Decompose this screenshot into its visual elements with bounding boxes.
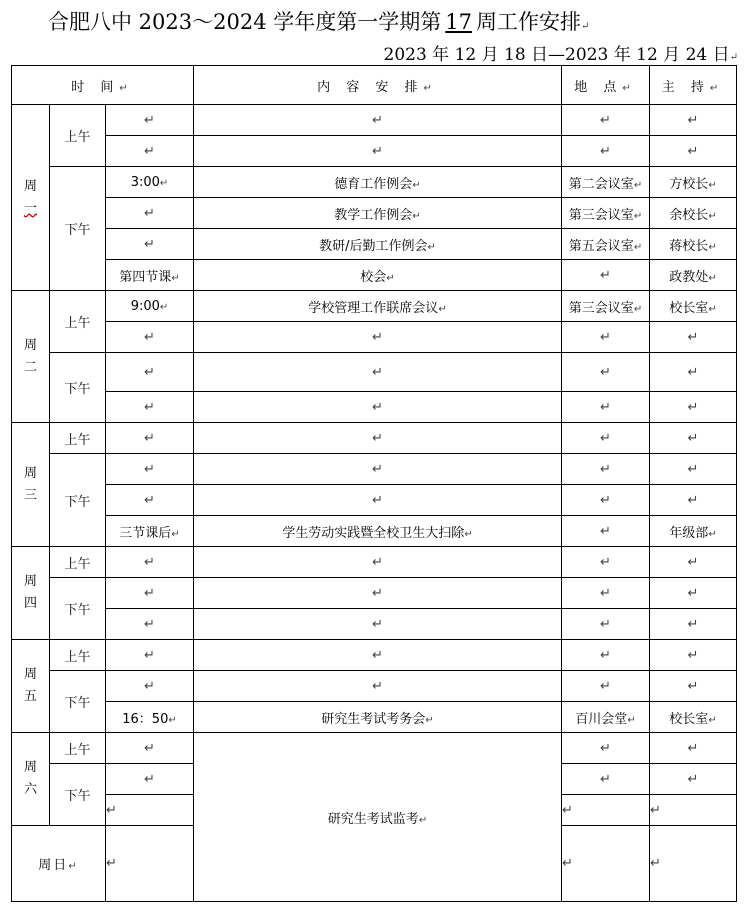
place-cell: 第三会议室↵ bbox=[562, 291, 650, 322]
content-cell: 教研/后勤工作例会↵ bbox=[194, 229, 562, 260]
table-row bbox=[12, 454, 737, 485]
time-cell: ↵ bbox=[106, 454, 194, 485]
content-cell: 学校管理工作联席会议↵ bbox=[194, 291, 562, 322]
time-cell: ↵ bbox=[106, 547, 194, 578]
time-cell: 3:00↵ bbox=[106, 167, 194, 198]
date-range: 2023 年 12 月 18 日—2023 年 12 月 24 日↵ bbox=[383, 45, 738, 65]
half-am: 上午 bbox=[50, 733, 106, 764]
half-am: 上午 bbox=[50, 291, 106, 353]
host-cell: 校长室↵ bbox=[650, 291, 737, 322]
host-cell: 余校长↵ bbox=[650, 198, 737, 229]
host-cell: ↵ bbox=[650, 578, 737, 609]
half-am: 上午 bbox=[50, 547, 106, 578]
place-cell: ↵ bbox=[562, 516, 650, 547]
place-cell: ↵ bbox=[562, 764, 650, 795]
host-cell: ↵ bbox=[650, 105, 737, 136]
time-cell: ↵ bbox=[106, 353, 194, 392]
place-cell: ↵ bbox=[562, 485, 650, 516]
place-cell: ↵ bbox=[562, 826, 650, 902]
time-cell: ↵ bbox=[106, 578, 194, 609]
host-cell: 方校长↵ bbox=[650, 167, 737, 198]
day-saturday: 周 六 bbox=[12, 733, 50, 826]
place-cell: ↵ bbox=[562, 795, 650, 826]
table-row bbox=[12, 260, 737, 291]
document-title: 合肥八中 2023～2024 学年度第一学期第 17 周工作安排↵ bbox=[48, 10, 590, 34]
host-cell: ↵ bbox=[650, 392, 737, 423]
host-cell: ↵ bbox=[650, 454, 737, 485]
half-am: 上午 bbox=[50, 423, 106, 454]
table-header bbox=[12, 66, 737, 105]
host-cell: ↵ bbox=[650, 795, 737, 826]
day-thursday: 周 四 bbox=[12, 547, 50, 640]
table-row bbox=[12, 136, 737, 167]
place-cell: ↵ bbox=[562, 136, 650, 167]
table-row bbox=[12, 322, 737, 353]
content-cell: ↵ bbox=[194, 609, 562, 640]
time-cell: ↵ bbox=[106, 485, 194, 516]
header-time: 时 间↵ bbox=[12, 66, 194, 105]
host-cell: ↵ bbox=[650, 609, 737, 640]
half-pm: 下午 bbox=[50, 578, 106, 640]
day-wednesday: 周 三 bbox=[12, 423, 50, 547]
table-row bbox=[12, 229, 737, 260]
time-cell: ↵ bbox=[106, 423, 194, 454]
table-row bbox=[12, 547, 737, 578]
place-cell: ↵ bbox=[562, 423, 650, 454]
content-cell: ↵ bbox=[194, 578, 562, 609]
table-row bbox=[12, 392, 737, 423]
content-cell: 校会↵ bbox=[194, 260, 562, 291]
table-row bbox=[12, 702, 737, 733]
half-pm: 下午 bbox=[50, 454, 106, 547]
host-cell: ↵ bbox=[650, 322, 737, 353]
place-cell: ↵ bbox=[562, 353, 650, 392]
time-cell: ↵ bbox=[106, 198, 194, 229]
day-tuesday: 周 二 bbox=[12, 291, 50, 423]
time-cell: ↵ bbox=[106, 136, 194, 167]
content-cell: ↵ bbox=[194, 547, 562, 578]
half-pm: 下午 bbox=[50, 764, 106, 826]
table-row bbox=[12, 198, 737, 229]
time-cell: 三节课后↵ bbox=[106, 516, 194, 547]
place-cell: 第三会议室↵ bbox=[562, 198, 650, 229]
place-cell: ↵ bbox=[562, 105, 650, 136]
content-cell: ↵ bbox=[194, 353, 562, 392]
place-cell: ↵ bbox=[562, 733, 650, 764]
half-pm: 下午 bbox=[50, 353, 106, 423]
time-cell: ↵ bbox=[106, 764, 194, 795]
content-cell: ↵ bbox=[194, 105, 562, 136]
day-monday: 周 一 bbox=[12, 105, 50, 291]
place-cell: ↵ bbox=[562, 578, 650, 609]
host-cell: ↵ bbox=[650, 764, 737, 795]
time-cell: ↵ bbox=[106, 105, 194, 136]
place-cell: 第二会议室↵ bbox=[562, 167, 650, 198]
table-row bbox=[12, 423, 737, 454]
place-cell: ↵ bbox=[562, 260, 650, 291]
content-cell: 德育工作例会↵ bbox=[194, 167, 562, 198]
content-cell: ↵ bbox=[194, 136, 562, 167]
table-row bbox=[12, 516, 737, 547]
day-friday: 周 五 bbox=[12, 640, 50, 733]
header-place: 地 点↵ bbox=[562, 66, 650, 105]
table-row bbox=[12, 105, 737, 136]
place-cell: ↵ bbox=[562, 392, 650, 423]
table-row bbox=[12, 167, 737, 198]
time-cell: ↵ bbox=[106, 640, 194, 671]
content-cell-merged: 研究生考试监考↵ bbox=[194, 733, 562, 902]
place-cell: ↵ bbox=[562, 547, 650, 578]
table-row bbox=[12, 291, 737, 322]
header-host: 主 持↵ bbox=[650, 66, 737, 105]
table-row bbox=[12, 733, 737, 764]
half-am: 上午 bbox=[50, 105, 106, 167]
content-cell: 教学工作例会↵ bbox=[194, 198, 562, 229]
half-pm: 下午 bbox=[50, 167, 106, 291]
time-cell: ↵ bbox=[106, 733, 194, 764]
content-cell: ↵ bbox=[194, 485, 562, 516]
place-cell: ↵ bbox=[562, 454, 650, 485]
table-row bbox=[12, 609, 737, 640]
host-cell: ↵ bbox=[650, 640, 737, 671]
place-cell: 百川会堂↵ bbox=[562, 702, 650, 733]
place-cell: ↵ bbox=[562, 609, 650, 640]
content-cell: ↵ bbox=[194, 392, 562, 423]
content-cell: 学生劳动实践暨全校卫生大扫除↵ bbox=[194, 516, 562, 547]
content-cell: ↵ bbox=[194, 454, 562, 485]
header-content: 内 容 安 排↵ bbox=[194, 66, 562, 105]
time-cell: ↵ bbox=[106, 795, 194, 826]
half-pm: 下午 bbox=[50, 671, 106, 733]
host-cell: ↵ bbox=[650, 671, 737, 702]
time-cell: ↵ bbox=[106, 322, 194, 353]
day-sunday: 周日↵ bbox=[12, 826, 106, 902]
content-cell: ↵ bbox=[194, 423, 562, 454]
content-cell: ↵ bbox=[194, 640, 562, 671]
time-cell: ↵ bbox=[106, 671, 194, 702]
table-row bbox=[12, 578, 737, 609]
time-cell: 9:00↵ bbox=[106, 291, 194, 322]
time-cell: ↵ bbox=[106, 826, 194, 902]
table-row bbox=[12, 671, 737, 702]
host-cell: 校长室↵ bbox=[650, 702, 737, 733]
time-cell: 16：50↵ bbox=[106, 702, 194, 733]
content-cell: ↵ bbox=[194, 671, 562, 702]
host-cell: ↵ bbox=[650, 353, 737, 392]
host-cell: 年级部↵ bbox=[650, 516, 737, 547]
host-cell: 政教处↵ bbox=[650, 260, 737, 291]
place-cell: 第五会议室↵ bbox=[562, 229, 650, 260]
half-am: 上午 bbox=[50, 640, 106, 671]
host-cell: ↵ bbox=[650, 485, 737, 516]
content-cell: ↵ bbox=[194, 322, 562, 353]
table-row bbox=[12, 353, 737, 392]
host-cell: ↵ bbox=[650, 826, 737, 902]
host-cell: ↵ bbox=[650, 547, 737, 578]
host-cell: ↵ bbox=[650, 136, 737, 167]
time-cell: 第四节课↵ bbox=[106, 260, 194, 291]
table-row bbox=[12, 640, 737, 671]
place-cell: ↵ bbox=[562, 671, 650, 702]
schedule-table bbox=[11, 65, 737, 902]
place-cell: ↵ bbox=[562, 640, 650, 671]
place-cell: ↵ bbox=[562, 322, 650, 353]
time-cell: ↵ bbox=[106, 229, 194, 260]
host-cell: ↵ bbox=[650, 423, 737, 454]
table-row bbox=[12, 485, 737, 516]
time-cell: ↵ bbox=[106, 392, 194, 423]
content-cell: 研究生考试考务会↵ bbox=[194, 702, 562, 733]
host-cell: ↵ bbox=[650, 733, 737, 764]
host-cell: 蒋校长↵ bbox=[650, 229, 737, 260]
time-cell: ↵ bbox=[106, 609, 194, 640]
